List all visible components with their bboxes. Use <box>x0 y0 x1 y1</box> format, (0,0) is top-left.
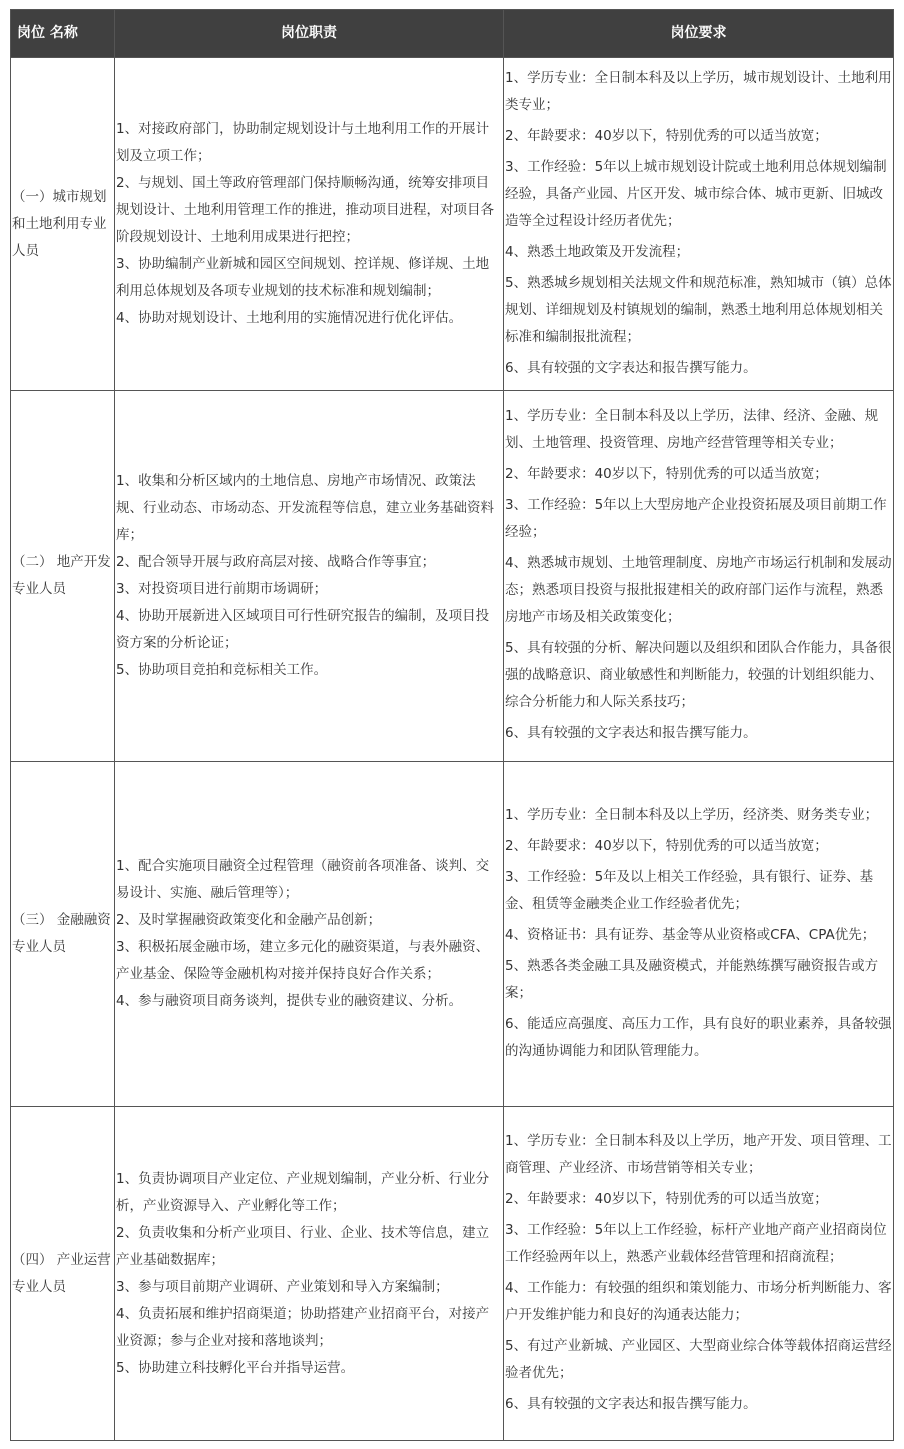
duty-item: 2、配合领导开展与政府高层对接、战略合作等事宜； <box>116 554 436 570</box>
table-row <box>11 1107 894 1441</box>
duty-item: 2、负责收集和分析产业项目、行业、企业、技术等信息，建立产业基础数据库； <box>116 1224 490 1268</box>
duty-item: 2、及时掌握融资政策变化和金融产品创新； <box>116 912 382 928</box>
duty-item: 4、参与融资项目商务谈判，提供专业的融资建议、分析。 <box>116 993 463 1009</box>
requirement-item: 6、具有较强的文字表达和报告撰写能力。 <box>505 1395 757 1412</box>
requirement-item: 5、有过产业新城、产业园区、大型商业综合体等载体招商运营经验者优先； <box>505 1337 892 1381</box>
position-name: （一）城市规划和土地利用专业人员 <box>11 58 115 391</box>
requirement-item: 3、工作经验：5年以上工作经验，标杆产业地产商产业招商岗位工作经验两年以上，熟悉产业载体经营管理和招商流程； <box>505 1221 887 1265</box>
duties-cell <box>115 58 504 391</box>
requirement-item: 2、年龄要求：40岁以下，特别优秀的可以适当放宽； <box>505 837 828 854</box>
requirement-item: 3、工作经验：5年以上大型房地产企业投资拓展及项目前期工作经验； <box>505 497 887 540</box>
requirement-item: 1、学历专业：全日制本科及以上学历，法律、经济、金融、规划、土地管理、投资管理、房地产经营管理等相关专业； <box>505 408 879 451</box>
requirements-cell <box>504 391 894 762</box>
duty-item: 5、协助项目竞拍和竞标相关工作。 <box>116 662 328 678</box>
requirement-item: 3、工作经验：5年以上城市规划设计院或土地利用总体规划编制经验，具备产业园、片区开发、城市综合体、城市更新、旧城改造等全过程设计经历者优先； <box>505 158 887 229</box>
duties-cell <box>115 762 504 1107</box>
requirements-cell <box>504 58 894 391</box>
duty-item: 2、与规划、国土等政府管理部门保持顺畅沟通，统筹安排项目规划设计、土地利用管理工作的推进，推动项目进程，对项目各阶段规划设计、土地利用成果进行把控； <box>116 175 494 245</box>
requirement-item: 5、熟悉城乡规划相关法规文件和规范标准，熟知城市（镇）总体规划、详细规划及村镇规划的编制，熟悉土地利用总体规划相关标准和编制报批流程； <box>505 274 892 345</box>
header-duties: 岗位职责 <box>115 10 504 58</box>
duty-item: 1、收集和分析区域内的土地信息、房地产市场情况、政策法规、行业动态、市场动态、开发流程等信息，建立业务基础资料库； <box>116 473 494 543</box>
requirement-item: 1、学历专业：全日制本科及以上学历，地产开发、项目管理、工商管理、产业经济、市场营销等相关专业； <box>505 1132 892 1176</box>
requirement-item: 2、年龄要求：40岁以下，特别优秀的可以适当放宽； <box>505 466 828 482</box>
requirement-item: 4、熟悉城市规划、土地管理制度、房地产市场运行机制和发展动态；熟悉项目投资与报批报建相关的政府部门运作与流程，熟悉房地产市场及相关政策变化； <box>505 555 892 625</box>
requirement-item: 5、具有较强的分析、解决问题以及组织和团队合作能力，具备很强的战略意识、商业敏感性和判断能力，较强的计划组织能力、综合分析能力和人际关系技巧； <box>505 640 892 710</box>
requirement-item: 6、具有较强的文字表达和报告撰写能力。 <box>505 359 757 376</box>
table-row <box>11 58 894 391</box>
requirement-item: 4、资格证书：具有证券、基金等从业资格或CFA、CPA优先； <box>505 926 876 943</box>
requirement-item: 6、能适应高强度、高压力工作，具有良好的职业素养，具备较强的沟通协调能力和团队管理能力。 <box>505 1015 892 1059</box>
requirement-item: 4、工作能力：有较强的组织和策划能力、市场分析判断能力、客户开发维护能力和良好的沟通表达能力； <box>505 1279 892 1323</box>
position-name: （二） 地产开发专业人员 <box>11 391 115 762</box>
requirements-cell <box>504 1107 894 1441</box>
requirement-item: 6、具有较强的文字表达和报告撰写能力。 <box>505 725 757 741</box>
header-position-name: 岗位 名称 <box>11 10 115 58</box>
duty-item: 1、对接政府部门，协助制定规划设计与土地利用工作的开展计划及立项工作； <box>116 121 490 164</box>
requirements-cell <box>504 762 894 1107</box>
requirement-item: 4、熟悉土地政策及开发流程； <box>505 243 690 260</box>
duty-item: 3、参与项目前期产业调研、产业策划和导入方案编制； <box>116 1278 449 1295</box>
job-table <box>10 9 894 1441</box>
requirement-item: 2、年龄要求：40岁以下，特别优秀的可以适当放宽； <box>505 1190 828 1207</box>
duty-item: 3、对投资项目进行前期市场调研； <box>116 581 328 597</box>
table-header-row <box>11 10 894 58</box>
header-requirements: 岗位要求 <box>504 10 894 58</box>
duty-item: 4、负责拓展和维护招商渠道；协助搭建产业招商平台，对接产业资源；参与企业对接和落地谈判； <box>116 1305 490 1349</box>
requirement-item: 1、学历专业：全日制本科及以上学历，城市规划设计、土地利用类专业； <box>505 69 892 113</box>
duties-cell <box>115 391 504 762</box>
table-row <box>11 391 894 762</box>
table-row <box>11 762 894 1107</box>
requirement-item: 3、工作经验：5年及以上相关工作经验，具有银行、证券、基金、租赁等金融类企业工作经验者优先； <box>505 868 874 912</box>
requirement-item: 5、熟悉各类金融工具及融资模式，并能熟练撰写融资报告或方案； <box>505 957 879 1001</box>
duty-item: 1、配合实施项目融资全过程管理（融资前各项准备、谈判、交易设计、实施、融后管理等）； <box>116 858 490 901</box>
duty-item: 4、协助对规划设计、土地利用的实施情况进行优化评估。 <box>116 310 463 326</box>
duty-item: 5、协助建立科技孵化平台并指导运营。 <box>116 1359 355 1376</box>
duties-cell <box>115 1107 504 1441</box>
position-name: （四） 产业运营专业人员 <box>11 1107 115 1441</box>
duty-item: 1、负责协调项目产业定位、产业规划编制，产业分析、行业分析，产业资源导入、产业孵化等工作； <box>116 1170 490 1214</box>
position-name: （三） 金融融资专业人员 <box>11 762 115 1107</box>
requirement-item: 2、年龄要求：40岁以下，特别优秀的可以适当放宽； <box>505 127 828 144</box>
requirement-item: 1、学历专业：全日制本科及以上学历，经济类、财务类专业； <box>505 806 879 823</box>
duty-item: 3、积极拓展金融市场，建立多元化的融资渠道，与表外融资、产业基金、保险等金融机构对接并保持良好合作关系； <box>116 939 490 982</box>
duty-item: 3、协助编制产业新城和园区空间规划、控详规、修详规、土地利用总体规划及各项专业规划的技术标准和规划编制； <box>116 256 490 299</box>
duty-item: 4、协助开展新进入区域项目可行性研究报告的编制，及项目投资方案的分析论证； <box>116 608 490 651</box>
